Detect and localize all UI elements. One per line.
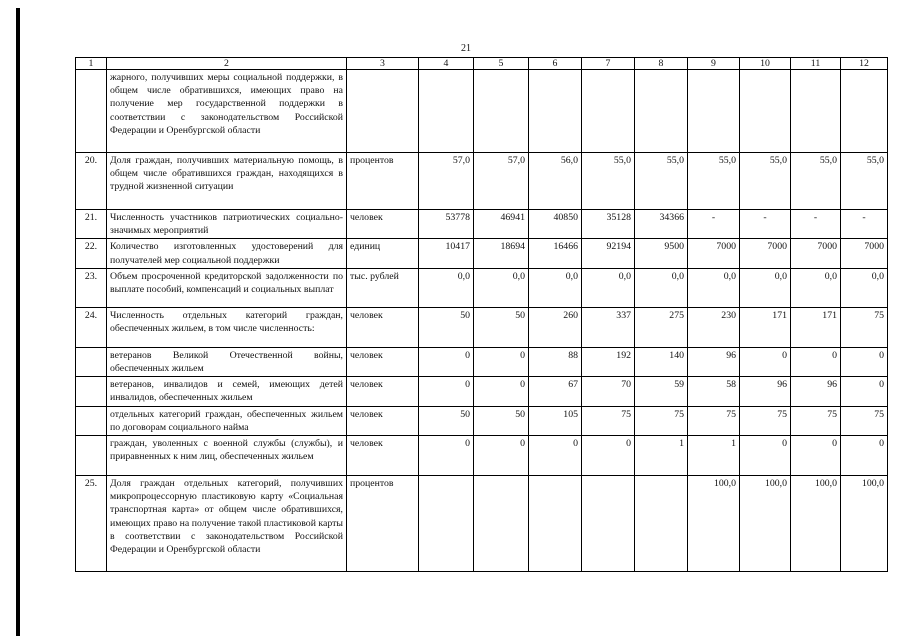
binding-edge bbox=[16, 8, 20, 636]
unit-of-measure: процентов bbox=[347, 476, 419, 572]
value-cell: 0,0 bbox=[740, 268, 791, 307]
indicator-description: ветеранов, инвалидов и семей, имеющих детей инвалидов, обеспеченных жильем bbox=[107, 377, 347, 406]
value-cell: 88 bbox=[529, 347, 582, 376]
value-cell: 100,0 bbox=[740, 476, 791, 572]
value-cell: 10417 bbox=[419, 239, 474, 268]
value-cell: 7000 bbox=[740, 239, 791, 268]
value-cell: 96 bbox=[740, 377, 791, 406]
value-cell: 92194 bbox=[582, 239, 635, 268]
unit-of-measure: тыс. рублей bbox=[347, 268, 419, 307]
unit-of-measure: человек bbox=[347, 406, 419, 435]
value-cell: 0 bbox=[582, 436, 635, 476]
header-row bbox=[76, 58, 888, 70]
table-row bbox=[76, 70, 888, 153]
unit-of-measure bbox=[347, 70, 419, 153]
unit-of-measure: человек bbox=[347, 347, 419, 376]
value-cell: 7000 bbox=[688, 239, 740, 268]
value-cell: 16466 bbox=[529, 239, 582, 268]
value-cell: 55,0 bbox=[791, 153, 841, 210]
value-cell: 55,0 bbox=[688, 153, 740, 210]
value-cell: 7000 bbox=[841, 239, 888, 268]
indicator-description: жарного, получивших меры социальной поддержки, в общем числе обратившихся, имеющих право на получение мер государственной поддержки в соответствии с законодательством Российской Федерации и Оренбургской области bbox=[107, 70, 347, 153]
value-cell bbox=[529, 476, 582, 572]
value-cell bbox=[529, 70, 582, 153]
col-header: 5 bbox=[474, 58, 529, 70]
value-cell: 35128 bbox=[582, 210, 635, 239]
value-cell: 140 bbox=[635, 347, 688, 376]
value-cell bbox=[582, 476, 635, 572]
value-cell: 59 bbox=[635, 377, 688, 406]
value-cell: 46941 bbox=[474, 210, 529, 239]
value-cell: 50 bbox=[419, 406, 474, 435]
col-header: 12 bbox=[841, 58, 888, 70]
value-cell: 0,0 bbox=[688, 268, 740, 307]
table-row bbox=[76, 268, 888, 307]
value-cell: 100,0 bbox=[841, 476, 888, 572]
row-number: 23. bbox=[76, 268, 107, 307]
value-cell: 55,0 bbox=[635, 153, 688, 210]
row-number bbox=[76, 377, 107, 406]
value-cell: 40850 bbox=[529, 210, 582, 239]
col-header: 2 bbox=[107, 58, 347, 70]
value-cell bbox=[688, 70, 740, 153]
row-number: 25. bbox=[76, 476, 107, 572]
value-cell: 0,0 bbox=[791, 268, 841, 307]
value-cell: 0,0 bbox=[635, 268, 688, 307]
indicator-description: Численность участников патриотических социально-значимых мероприятий bbox=[107, 210, 347, 239]
col-header: 7 bbox=[582, 58, 635, 70]
unit-of-measure: процентов bbox=[347, 153, 419, 210]
value-cell bbox=[791, 70, 841, 153]
value-cell: 0 bbox=[740, 436, 791, 476]
value-cell: 50 bbox=[474, 307, 529, 347]
value-cell: 171 bbox=[740, 307, 791, 347]
value-cell: 57,0 bbox=[419, 153, 474, 210]
table-row bbox=[76, 377, 888, 406]
value-cell: 96 bbox=[791, 377, 841, 406]
indicator-description: Доля граждан отдельных категорий, получивших микропроцессорную пластиковую карту «Социальная транспортная карта» от общем числе обратившихся, имеющих право на получение такой пластиковой карты в соответствии с законодательством Российской Федерации и Оренбургской области bbox=[107, 476, 347, 572]
value-cell bbox=[740, 70, 791, 153]
value-cell: 58 bbox=[688, 377, 740, 406]
value-cell: 1 bbox=[688, 436, 740, 476]
value-cell: 0 bbox=[419, 377, 474, 406]
table-row bbox=[76, 476, 888, 572]
value-cell bbox=[474, 476, 529, 572]
col-header: 4 bbox=[419, 58, 474, 70]
value-cell bbox=[419, 476, 474, 572]
row-number: 21. bbox=[76, 210, 107, 239]
value-cell: 67 bbox=[529, 377, 582, 406]
unit-of-measure: человек bbox=[347, 436, 419, 476]
value-cell: 75 bbox=[635, 406, 688, 435]
value-cell: 337 bbox=[582, 307, 635, 347]
value-cell: 275 bbox=[635, 307, 688, 347]
unit-of-measure: единиц bbox=[347, 239, 419, 268]
value-cell bbox=[635, 70, 688, 153]
value-cell bbox=[582, 70, 635, 153]
value-cell: 0,0 bbox=[419, 268, 474, 307]
value-cell: 0 bbox=[841, 436, 888, 476]
value-cell: 1 bbox=[635, 436, 688, 476]
col-header: 10 bbox=[740, 58, 791, 70]
value-cell: 0 bbox=[529, 436, 582, 476]
value-cell: 18694 bbox=[474, 239, 529, 268]
value-cell: 34366 bbox=[635, 210, 688, 239]
value-cell: 192 bbox=[582, 347, 635, 376]
col-header: 11 bbox=[791, 58, 841, 70]
value-cell: 0 bbox=[474, 436, 529, 476]
value-cell: 0 bbox=[474, 377, 529, 406]
table-row bbox=[76, 436, 888, 476]
value-cell: 56,0 bbox=[529, 153, 582, 210]
value-cell: 0 bbox=[841, 347, 888, 376]
value-cell: 55,0 bbox=[841, 153, 888, 210]
indicator-description: граждан, уволенных с военной службы (службы), и приравненных к ним лиц, обеспеченных жильем bbox=[107, 436, 347, 476]
value-cell: 0 bbox=[419, 347, 474, 376]
value-cell: 57,0 bbox=[474, 153, 529, 210]
value-cell: 50 bbox=[419, 307, 474, 347]
indicator-description: ветеранов Великой Отечественной войны, обеспеченных жильем bbox=[107, 347, 347, 376]
value-cell: 75 bbox=[582, 406, 635, 435]
value-cell: 53778 bbox=[419, 210, 474, 239]
value-cell: 75 bbox=[740, 406, 791, 435]
row-number: 24. bbox=[76, 307, 107, 347]
col-header: 8 bbox=[635, 58, 688, 70]
row-number bbox=[76, 406, 107, 435]
value-cell: 0 bbox=[474, 347, 529, 376]
value-cell: 9500 bbox=[635, 239, 688, 268]
value-cell bbox=[419, 70, 474, 153]
row-number: 20. bbox=[76, 153, 107, 210]
table-row bbox=[76, 406, 888, 435]
value-cell: 75 bbox=[791, 406, 841, 435]
col-header: 6 bbox=[529, 58, 582, 70]
table-row bbox=[76, 210, 888, 239]
value-cell: 0 bbox=[740, 347, 791, 376]
page-number: 21 bbox=[461, 43, 471, 54]
value-cell: - bbox=[740, 210, 791, 239]
unit-of-measure: человек bbox=[347, 307, 419, 347]
value-cell: 55,0 bbox=[740, 153, 791, 210]
value-cell: 50 bbox=[474, 406, 529, 435]
indicator-description: отдельных категорий граждан, обеспеченных жильем по договорам социального найма bbox=[107, 406, 347, 435]
row-number: 22. bbox=[76, 239, 107, 268]
value-cell: 230 bbox=[688, 307, 740, 347]
col-header: 3 bbox=[347, 58, 419, 70]
value-cell: 260 bbox=[529, 307, 582, 347]
value-cell: 70 bbox=[582, 377, 635, 406]
value-cell: 105 bbox=[529, 406, 582, 435]
unit-of-measure: человек bbox=[347, 377, 419, 406]
indicators-table bbox=[75, 57, 888, 572]
value-cell: 0,0 bbox=[841, 268, 888, 307]
value-cell: - bbox=[841, 210, 888, 239]
unit-of-measure: человек bbox=[347, 210, 419, 239]
value-cell bbox=[635, 476, 688, 572]
table-row bbox=[76, 153, 888, 210]
value-cell bbox=[841, 70, 888, 153]
value-cell: 0 bbox=[791, 347, 841, 376]
value-cell: 96 bbox=[688, 347, 740, 376]
value-cell: 100,0 bbox=[688, 476, 740, 572]
value-cell: 0,0 bbox=[529, 268, 582, 307]
value-cell: 0 bbox=[419, 436, 474, 476]
value-cell: - bbox=[791, 210, 841, 239]
row-number bbox=[76, 347, 107, 376]
value-cell: 171 bbox=[791, 307, 841, 347]
value-cell: 0 bbox=[841, 377, 888, 406]
indicator-description: Объем просроченной кредиторской задолженности по выплате пособий, компенсаций и социальных выплат bbox=[107, 268, 347, 307]
value-cell: - bbox=[688, 210, 740, 239]
value-cell: 0,0 bbox=[582, 268, 635, 307]
row-number bbox=[76, 70, 107, 153]
col-header: 1 bbox=[76, 58, 107, 70]
indicator-description: Численность отдельных категорий граждан, обеспеченных жильем, в том числе численность: bbox=[107, 307, 347, 347]
indicator-description: Доля граждан, получивших материальную помощь, в общем числе обратившихся граждан, находящихся в трудной жизненной ситуации bbox=[107, 153, 347, 210]
value-cell: 100,0 bbox=[791, 476, 841, 572]
value-cell: 75 bbox=[841, 307, 888, 347]
table-row bbox=[76, 239, 888, 268]
indicator-description: Количество изготовленных удостоверений для получателей мер социальной поддержки bbox=[107, 239, 347, 268]
value-cell: 7000 bbox=[791, 239, 841, 268]
value-cell: 75 bbox=[841, 406, 888, 435]
value-cell bbox=[474, 70, 529, 153]
value-cell: 0 bbox=[791, 436, 841, 476]
table-row bbox=[76, 307, 888, 347]
value-cell: 0,0 bbox=[474, 268, 529, 307]
value-cell: 75 bbox=[688, 406, 740, 435]
value-cell: 55,0 bbox=[582, 153, 635, 210]
table-row bbox=[76, 347, 888, 376]
row-number bbox=[76, 436, 107, 476]
col-header: 9 bbox=[688, 58, 740, 70]
